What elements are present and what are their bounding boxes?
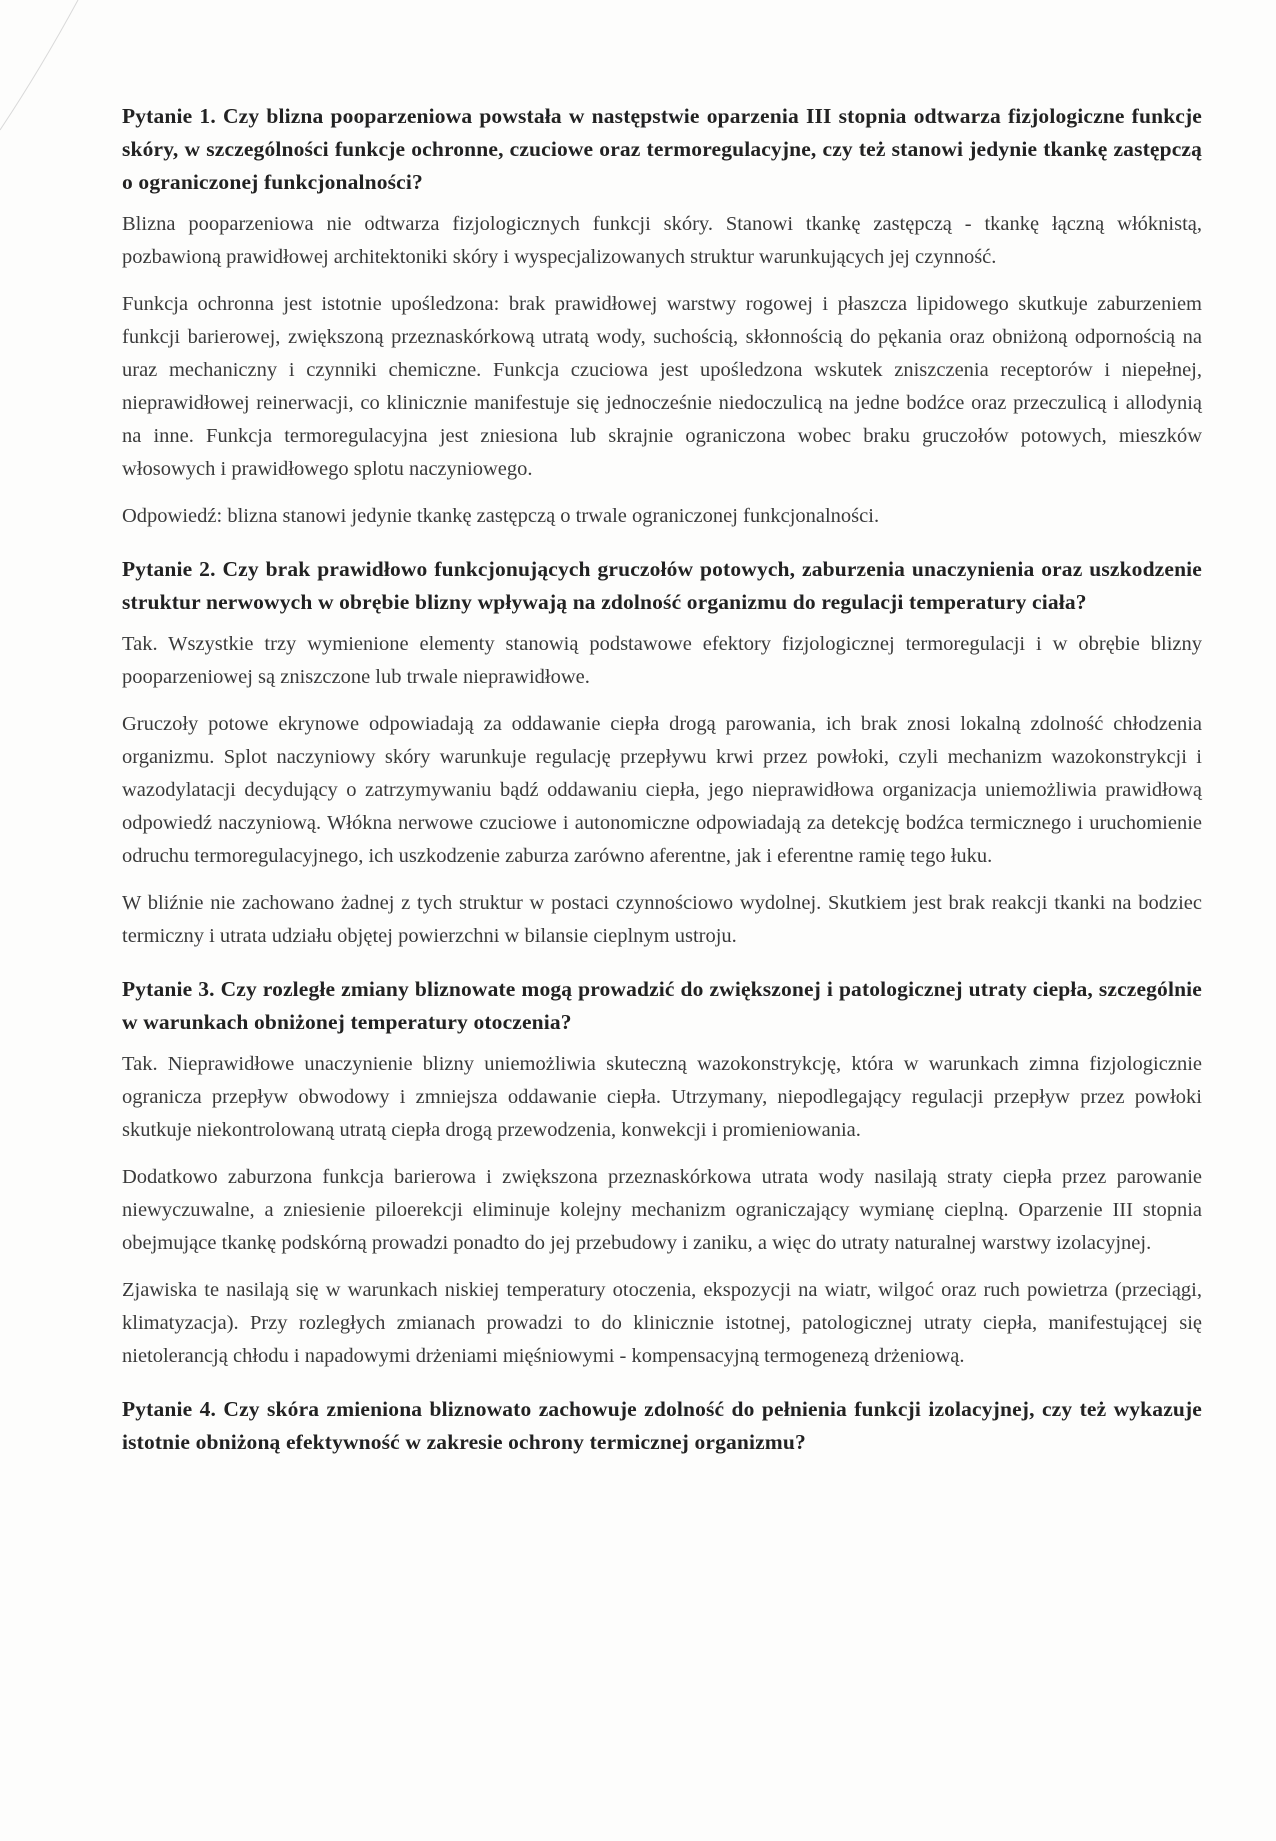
question-heading: Pytanie 1. Czy blizna pooparzeniowa powstała w następstwie oparzenia III stopnia odtwarza fizjologiczne funkcje skóry, w szczególności funkcje ochronne, czuciowe oraz termoregulacyjne, czy też stanowi jedynie tkankę zastępczą o ograniczonej funkcjonalności? — [122, 104, 1202, 194]
answer-paragraph: Blizna pooparzeniowa nie odtwarza fizjologicznych funkcji skóry. Stanowi tkankę zastępczą - tkankę łączną włóknistą, pozbawioną prawidłowej architektoniki skóry i wyspecjalizowanych struktur warunkujących jej czynność. — [122, 213, 1202, 268]
question-heading: Pytanie 3. Czy rozległe zmiany bliznowate mogą prowadzić do zwiększonej i patologicznej utraty ciepła, szczególnie w warunkach obniżonej temperatury otoczenia? — [122, 977, 1202, 1034]
answer-paragraph: Tak. Nieprawidłowe unaczynienie blizny uniemożliwia skuteczną wazokonstrykcję, która w warunkach zimna fizjologicznie ogranicza przepływ obwodowy i zmniejsza oddawanie ciepła. Utrzymany, niepodlegający regulacji przepływ przez powłoki skutkuje niekontrolowaną utratą ciepła drogą przewodzenia, konwekcji i promieniowania. — [122, 1053, 1202, 1141]
answer-paragraph: Dodatkowo zaburzona funkcja barierowa i zwiększona przeznaskórkowa utrata wody nasilają straty ciepła przez parowanie niewyczuwalne, a zniesienie piloerekcji eliminuje kolejny mechanizm ograniczający wymianę cieplną. Oparzenie III stopnia obejmujące tkankę podskórną prowadzi ponadto do jej przebudowy i zaniku, a więc do utraty naturalnej warstwy izolacyjnej. — [122, 1166, 1202, 1254]
section-question-2 — [122, 553, 1202, 953]
answer-paragraph: Gruczoły potowe ekrynowe odpowiadają za oddawanie ciepła drogą parowania, ich brak znosi lokalną zdolność chłodzenia organizmu. Splot naczyniowy skóry warunkuje regulację przepływu krwi przez powłoki, czyli mechanizm wazokonstrykcji i wazodylatacji decydujący o zatrzymywaniu bądź oddawaniu ciepła, jego nieprawidłowa organizacja uniemożliwia prawidłową odpowiedź naczyniową. Włókna nerwowe czuciowe i autonomiczne odpowiadają za detekcję bodźca termicznego i uruchomienie odruchu termoregulacyjnego, ich uszkodzenie zaburza zarówno aferentne, jak i eferentne ramię tego łuku. — [122, 713, 1202, 867]
answer-paragraph: Funkcja ochronna jest istotnie upośledzona: brak prawidłowej warstwy rogowej i płaszcza lipidowego skutkuje zaburzeniem funkcji barierowej, zwiększoną przeznaskórkową utratą wody, suchością, skłonnością do pękania oraz obniżoną odpornością na uraz mechaniczny i czynniki chemiczne. Funkcja czuciowa jest upośledzona wskutek zniszczenia receptorów i niepełnej, nieprawidłowej reinerwacji, co klinicznie manifestuje się jednocześnie niedoczulicą na jedne bodźce oraz przeczulicą i allodynią na inne. Funkcja termoregulacyjna jest zniesiona lub skrajnie ograniczona wobec braku gruczołów potowych, mieszków włosowych i prawidłowego splotu naczyniowego. — [122, 293, 1202, 480]
answer-paragraph: W bliźnie nie zachowano żadnej z tych struktur w postaci czynnościowo wydolnej. Skutkiem jest brak reakcji tkanki na bodziec termiczny i utrata udziału objętej powierzchni w bilansie cieplnym ustroju. — [122, 892, 1202, 947]
section-question-4 — [122, 1393, 1202, 1459]
answer-summary: Odpowiedź: blizna stanowi jedynie tkankę zastępczą o trwale ograniczonej funkcjonalności. — [122, 505, 880, 527]
answer-paragraph: Zjawiska te nasilają się w warunkach niskiej temperatury otoczenia, ekspozycji na wiatr, wilgoć oraz ruch powietrza (przeciągi, klimatyzacja). Przy rozległych zmianach prowadzi to do klinicznie istotnej, patologicznej utraty ciepła, manifestującej się nietolerancją chłodu i napadowymi drżeniami mięśniowymi - kompensacyjną termogenezą drżeniową. — [122, 1279, 1202, 1367]
section-question-1 — [122, 100, 1202, 533]
document-body — [122, 100, 1202, 1468]
scan-edge-mark — [0, 0, 120, 160]
question-heading: Pytanie 2. Czy brak prawidłowo funkcjonujących gruczołów potowych, zaburzenia unaczynienia oraz uszkodzenie struktur nerwowych w obrębie blizny wpływają na zdolność organizmu do regulacji temperatury ciała? — [122, 557, 1202, 614]
question-heading: Pytanie 4. Czy skóra zmieniona bliznowato zachowuje zdolność do pełnienia funkcji izolacyjnej, czy też wykazuje istotnie obniżoną efektywność w zakresie ochrony termicznej organizmu? — [122, 1397, 1202, 1454]
answer-paragraph: Tak. Wszystkie trzy wymienione elementy stanowią podstawowe efektory fizjologicznej termoregulacji i w obrębie blizny pooparzeniowej są zniszczone lub trwale nieprawidłowe. — [122, 633, 1202, 688]
section-question-3 — [122, 973, 1202, 1373]
